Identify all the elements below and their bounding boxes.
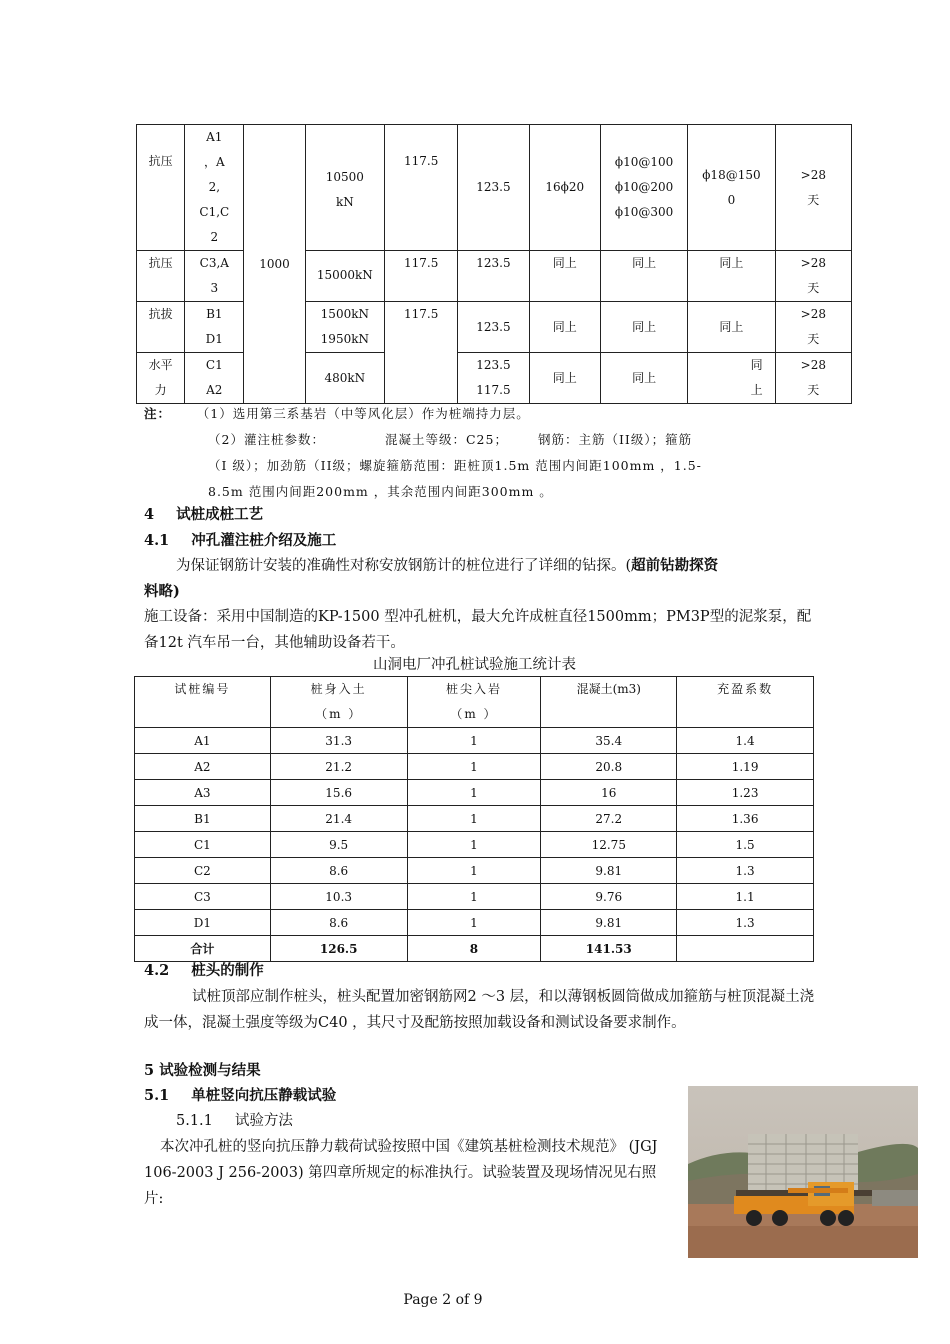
table-cell: A1 [135,728,271,754]
pile-id-cell: A1 ，A 2, C1,C 2 [185,125,244,251]
total-rock: 8 [407,936,541,962]
table-cell: 8.6 [270,910,407,936]
paragraph-test-method: 本次冲孔桩的竖向抗压静力载荷试验按照中国《建筑基桩检测技术规范》 (JGJ 106-2003 J 256-2003) 第四章所规定的标准执行。试验装置及现场情况见右照片: [144,1139,658,1207]
section-5-1-heading: 5.1 单桩竖向抗压静载试验 [144,1087,337,1104]
length-cell: 117.5 [385,302,458,404]
table-cell: D1 [135,910,271,936]
table-cell: 10.3 [270,884,407,910]
table-cell: 1.4 [677,728,814,754]
table-row [137,125,852,251]
bottom-cell: 123.5 117.5 [458,353,529,404]
paragraph-text: 为保证钢筋计安装的准确性对称安放钢筋计的桩位进行了详细的钻探。( [176,558,632,574]
length-cell: 117.5 [385,125,458,251]
section-5-1-1-heading: 5.1.1 试验方法 [176,1113,293,1129]
header-depth: 桩身入土 （m ） [270,677,407,728]
table-cell: C2 [135,858,271,884]
stirrup-cell: 同上 [600,302,687,353]
load-cell: 10500 kN [305,125,384,251]
section-4-2-heading: 4.2 桩头的制作 [144,962,264,979]
total-label: 合计 [135,936,271,962]
table-cell: 21.4 [270,806,407,832]
table-cell: 1 [407,728,541,754]
header-fill: 充盈系数 [677,677,814,728]
section-4-heading: 4 试桩成桩工艺 [144,506,264,523]
table-cell: 1.1 [677,884,814,910]
table-cell: C3 [135,884,271,910]
paragraph-pile-head: 试桩顶部应制作桩头，桩头配置加密钢筋网2 ～3 层，和以薄钢板圆筒做成加箍筋与桩顶混凝土浇成一体，混凝土强度等级为C40 ，其尺寸及配筋按照加载设备和测试设备要求制作。 [144,989,815,1031]
load-cell: 1500kN 1950kN [305,302,384,353]
test-type-cell: 抗压 [137,251,185,302]
table-cell: 1.36 [677,806,814,832]
stirrup-cell: ϕ10@100 ϕ10@200 ϕ10@300 [600,125,687,251]
table-cell: 9.81 [541,858,677,884]
table-row [137,251,852,302]
table-cell: 15.6 [270,780,407,806]
total-depth: 126.5 [270,936,407,962]
stiffener-cell: 同 上 [688,353,775,404]
page-footer: Page 2 of 9 [403,1292,483,1308]
bottom-cell: 123.5 [458,251,529,302]
table-cell: 1 [407,754,541,780]
header-rock: 桩尖入岩 （m ） [407,677,541,728]
section-5-heading: 5 试验检测与结果 [144,1062,261,1079]
table-row [135,910,814,936]
table-cell: 1.3 [677,910,814,936]
table-cell: C1 [135,832,271,858]
age-cell: >28 天 [775,302,851,353]
table-row [137,353,852,404]
paragraph-equipment: 施工设备：采用中国制造的KP-1500 型冲孔桩机，最大允许成桩直径1500mm；PM3P型的泥浆泵，配备12t 汽车吊一台，其他辅助设备若干。 [144,609,812,651]
table-notes: 注： （1）选用第三系基岩（中等风化层）作为桩端持力层。 （2）灌注桩参数： 混凝土等级：C25； 钢筋：主筋（II级）；箍筋 （I 级）；加劲筋（II级；螺旋箍筋范围：距桩顶1.5m 范围内间距100mm ，1.5- 8.5m 范围内间距200mm ，其余范围内间距300mm 。 [144,406,702,499]
pile-parameter-table [136,124,852,404]
bottom-cell: 123.5 [458,125,529,251]
diameter-cell: 1000 [244,125,305,404]
main-rebar-cell: 同上 [529,251,600,302]
load-cell: 480kN [305,353,384,404]
test-type-cell: 水平 力 [137,353,185,404]
main-rebar-cell: 16ϕ20 [529,125,600,251]
table-cell: 16 [541,780,677,806]
stirrup-cell: 同上 [600,251,687,302]
pile-id-cell: C1 A2 [185,353,244,404]
table-cell: A2 [135,754,271,780]
age-cell: >28 天 [775,251,851,302]
table-cell: 21.2 [270,754,407,780]
pile-id-cell: C3,A 3 [185,251,244,302]
table-row [135,832,814,858]
construction-statistics-table [134,676,814,962]
table-cell: 12.75 [541,832,677,858]
table-cell: B1 [135,806,271,832]
stiffener-cell: 同上 [688,251,775,302]
table-cell: 1 [407,858,541,884]
table-row [137,302,852,353]
table-row [135,780,814,806]
table-cell: 27.2 [541,806,677,832]
main-rebar-cell: 同上 [529,353,600,404]
table-cell: 31.3 [270,728,407,754]
stiffener-cell: 同上 [688,302,775,353]
table-cell: A3 [135,780,271,806]
bottom-cell: 123.5 [458,302,529,353]
table-cell: 1.19 [677,754,814,780]
table-cell: 9.81 [541,910,677,936]
table-cell: 1 [407,884,541,910]
header-concrete: 混凝土(m3) [541,677,677,728]
total-fill [677,936,814,962]
table-cell: 1 [407,910,541,936]
paragraph-bold-text: 超前钻勘探资 [631,557,719,574]
table-cell: 1.23 [677,780,814,806]
table-cell: 1.5 [677,832,814,858]
total-concrete: 141.53 [541,936,677,962]
age-cell: >28 天 [775,125,851,251]
table-cell: 1 [407,832,541,858]
main-rebar-cell: 同上 [529,302,600,353]
table-row [135,858,814,884]
test-type-cell: 抗压 [137,125,185,251]
table-row [135,884,814,910]
table-cell: 9.5 [270,832,407,858]
table-cell: 8.6 [270,858,407,884]
table-row [135,754,814,780]
section-4-1-heading: 4.1 冲孔灌注桩介绍及施工 [144,532,337,549]
pile-id-cell: B1 D1 [185,302,244,353]
paragraph-drilling: 为保证钢筋计安装的准确性对称安放钢筋计的桩位进行了详细的钻探。(超前钻勘探资 料略) [144,557,719,600]
table-cell: 9.76 [541,884,677,910]
table-cell: 1 [407,780,541,806]
stirrup-cell: 同上 [600,353,687,404]
table-cell: 20.8 [541,754,677,780]
header-id: 试桩编号 [135,677,271,728]
table-row [135,728,814,754]
table-cell: 1 [407,806,541,832]
table-cell: 35.4 [541,728,677,754]
load-cell: 15000kN [305,251,384,302]
table-caption: 山洞电厂冲孔桩试验施工统计表 [373,657,576,673]
table-row [135,806,814,832]
stiffener-cell: ϕ18@150 0 [688,125,775,251]
table-cell: 1.3 [677,858,814,884]
length-cell: 117.5 [385,251,458,302]
test-type-cell: 抗拔 [137,302,185,353]
test-setup-photo [688,1086,918,1258]
table-header-row [135,677,814,728]
age-cell: >28 天 [775,353,851,404]
